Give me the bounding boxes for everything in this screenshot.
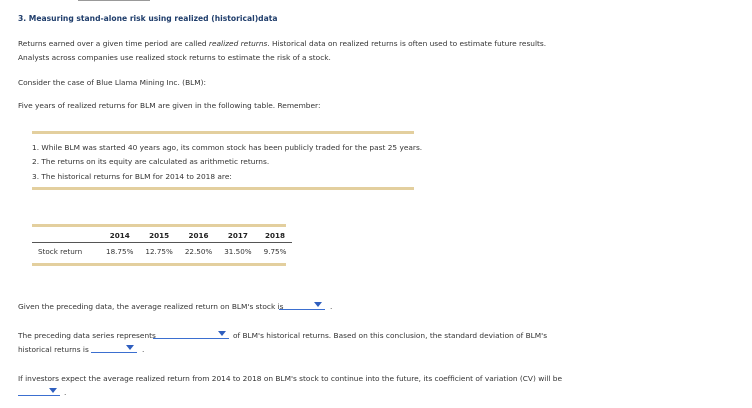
value-2018: 9.75%: [263, 247, 287, 256]
note-1: 1. While BLM was started 40 years ago, its common stock has been publicly traded for the past 25 years.: [32, 143, 423, 152]
question-coefficient-of-variation: If investors expect the average realized return from 2014 to 2018 on BLM's stock to continue into the future, its coefficient of variation (CV) will be: [18, 374, 563, 383]
chevron-down-icon: [126, 345, 134, 350]
table-row: [32, 243, 292, 260]
top-divider: [78, 0, 150, 1]
header-year-2015: 2015: [139, 229, 178, 243]
chevron-down-icon: [314, 302, 322, 307]
value-2017: 31.50%: [224, 247, 252, 256]
data-series-dropdown[interactable]: [153, 329, 229, 339]
header-empty: [32, 229, 100, 243]
chevron-down-icon: [218, 331, 226, 336]
question-2-period: .: [142, 345, 145, 354]
intro-text-before: Returns earned over a given time period are called: [18, 39, 209, 48]
question-std-deviation: historical returns is: [18, 345, 89, 354]
page-title: 3. Measuring stand-alone risk using realized (historical)data: [18, 14, 278, 23]
row-label-stock-return: Stock return: [38, 247, 83, 256]
question-3-period: .: [64, 388, 67, 397]
chevron-down-icon: [49, 388, 57, 393]
value-2014: 18.75%: [106, 247, 134, 256]
header-year-2018: 2018: [258, 229, 293, 243]
header-year-2014: 2014: [100, 229, 139, 243]
value-2015: 12.75%: [145, 247, 173, 256]
question-data-series-continued: of BLM's historical returns. Based on this conclusion, the standard deviation of BLM's: [233, 331, 548, 340]
std-deviation-dropdown[interactable]: [91, 343, 137, 353]
header-year-2017: 2017: [218, 229, 257, 243]
intro-text-after: . Historical data on realized returns is often used to estimate future results.: [267, 39, 547, 48]
intro-paragraph-1: [18, 39, 546, 48]
table-top-bar: [32, 224, 286, 227]
table-bottom-bar: [32, 263, 286, 266]
note-2: 2. The returns on its equity are calculated as arithmetic returns.: [32, 157, 270, 166]
returns-table: [32, 229, 292, 259]
table-header-row: [32, 229, 292, 243]
question-average-return: Given the preceding data, the average realized return on BLM's stock is: [18, 302, 284, 311]
realized-returns-term: realized returns: [208, 39, 268, 48]
notes-top-bar: [32, 131, 414, 134]
average-return-dropdown[interactable]: [279, 300, 325, 310]
intro-paragraph-3: Consider the case of Blue Llama Mining Inc. (BLM):: [18, 78, 207, 87]
cv-dropdown[interactable]: [18, 386, 60, 396]
notes-bottom-bar: [32, 187, 414, 190]
question-1-period: .: [330, 302, 333, 311]
intro-paragraph-4: Five years of realized returns for BLM are given in the following table. Remember:: [18, 101, 321, 110]
question-data-series: The preceding data series represents: [18, 331, 156, 340]
value-2016: 22.50%: [184, 247, 213, 256]
note-3: 3. The historical returns for BLM for 2014 to 2018 are:: [32, 172, 232, 181]
header-year-2016: 2016: [179, 229, 218, 243]
intro-paragraph-2: Analysts across companies use realized stock returns to estimate the risk of a stock.: [18, 53, 331, 62]
